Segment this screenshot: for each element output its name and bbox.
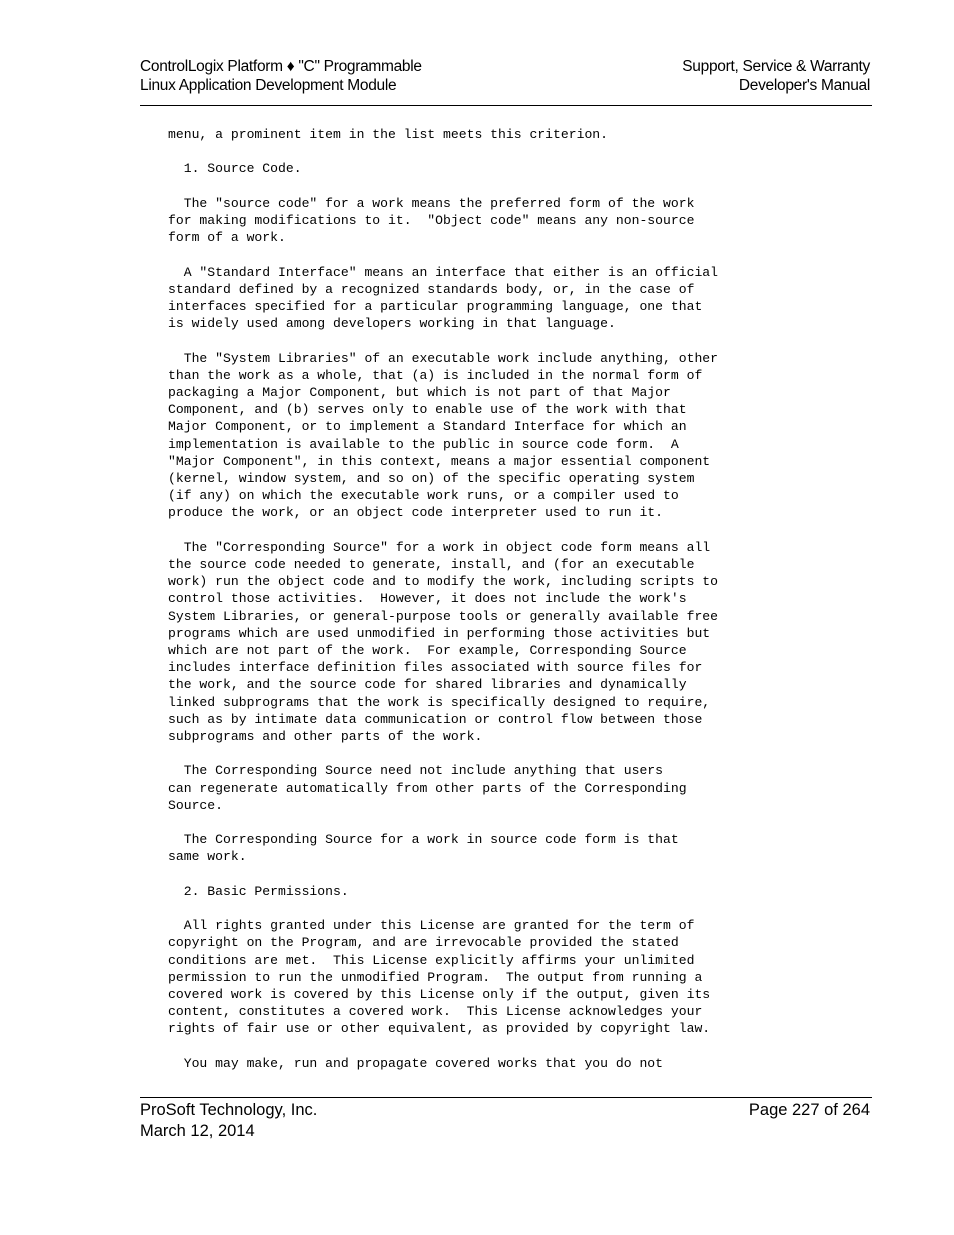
page-header [140,57,872,106]
license-text-line: work) run the object code and to modify the work, including scripts to [168,574,719,590]
license-text-line: includes interface definition files associated with source files for [168,660,703,676]
license-text-line: subprograms and other parts of the work. [168,729,483,745]
license-paragraph [168,160,788,177]
license-text-line: A "Standard Interface" means an interface that either is an official [168,264,719,280]
license-text-line: Source. [168,797,224,813]
license-text-line: The "source code" for a work means the preferred form of the work [168,195,695,211]
license-paragraph [168,539,788,745]
license-text-line: the source code needed to generate, install, and (for an executable [168,557,695,572]
header-section-line-2: Developer's Manual [738,77,870,94]
license-text-line: Major Component, or to implement a Standard Interface for which an [168,419,687,435]
license-text-line: is widely used among developers working in that language. [168,316,616,332]
license-text-line: "Major Component", in this context, means a major essential component [168,453,711,469]
license-paragraph [168,883,788,900]
license-text-line: All rights granted under this License are granted for the term of [168,918,695,934]
license-text-line: You may make, run and propagate covered works that you do not [168,1055,664,1071]
license-text-line: The Corresponding Source need not include anything that users [168,763,664,779]
license-text-line: rights of fair use or other equivalent, as provided by copyright law. [168,1021,711,1037]
footer-company: ProSoft Technology, Inc. [140,1101,318,1119]
license-text-line: standard defined by a recognized standards body, or, in the case of [168,281,695,297]
license-text-line: which are not part of the work. For example, Corresponding Source [168,643,687,659]
footer-page-count: Page 227 of 264 [748,1101,870,1119]
license-text-line: conditions are met. This License explicitly affirms your unlimited [168,952,695,968]
license-text-line: System Libraries, or general-purpose tools or generally available free [168,608,719,624]
license-text-line: programs which are used unmodified in performing those activities but [168,625,711,641]
license-text-line: for making modifications to it. "Object code" means any non-source [168,212,695,228]
license-text-line: form of a work. [168,230,286,246]
footer-date: March 12, 2014 [140,1122,255,1140]
license-paragraph [168,350,788,522]
license-text-line: The Corresponding Source for a work in source code form is that [168,832,679,848]
license-text-line: interfaces specified for a particular programming language, one that [168,298,703,314]
license-text-line: than the work as a whole, that (a) is included in the normal form of [168,367,703,383]
license-text-line: linked subprograms that the work is specifically designed to require, [168,694,711,710]
license-text-line: 2. Basic Permissions. [168,883,349,899]
header-product-line-1: ControlLogix Platform ♦ "C" Programmable [140,58,422,75]
license-text-line: the work, and the source code for shared libraries and dynamically [168,677,687,693]
license-text-line: control those activities. However, it does not include the work's [168,591,687,607]
license-text-line: such as by intimate data communication or control flow between those [168,711,703,727]
license-text-line: The "Corresponding Source" for a work in object code form means all [168,539,711,555]
license-text-line: produce the work, or an object code interpreter used to run it. [168,505,664,521]
license-paragraph [168,917,788,1037]
license-paragraph [168,831,788,865]
license-text-line: (if any) on which the executable work runs, or a compiler used to [168,488,679,504]
license-paragraph [168,762,788,814]
license-text-line: copyright on the Program, and are irrevocable provided the stated [168,935,679,951]
footer-page-number [749,1100,870,1121]
license-text-line: permission to run the unmodified Program. The output from running a [168,969,703,985]
license-text-line: (kernel, window system, and so on) of the specific operating system [168,471,695,486]
header-product-line-2: Linux Application Development Module [140,77,397,94]
license-text-body [168,126,788,1089]
license-text-line: Component, and (b) serves only to enable use of the work with that [168,402,687,418]
license-text-line: implementation is available to the public in source code form. A [168,436,679,452]
license-paragraph [168,126,788,143]
license-text-line: The "System Libraries" of an executable work include anything, other [168,350,719,366]
header-section-line-1: Support, Service & Warranty [682,58,870,75]
page-footer [140,1097,872,1140]
license-text-line: 1. Source Code. [168,161,302,177]
license-text-line: covered work is covered by this License only if the output, given its [168,987,711,1003]
license-paragraph [168,195,788,247]
header-section-title [682,57,870,95]
footer-publisher [140,1100,317,1142]
license-text-line: menu, a prominent item in the list meets this criterion. [168,127,609,142]
license-paragraph [168,264,788,333]
license-text-line: same work. [168,849,247,865]
license-text-line: can regenerate automatically from other parts of the Corresponding [168,780,687,796]
header-product-title [140,57,422,95]
license-text-line: packaging a Major Component, but which is not part of that Major [168,384,671,400]
license-paragraph [168,1055,788,1072]
license-text-line: content, constitutes a covered work. This License acknowledges your [168,1004,703,1020]
